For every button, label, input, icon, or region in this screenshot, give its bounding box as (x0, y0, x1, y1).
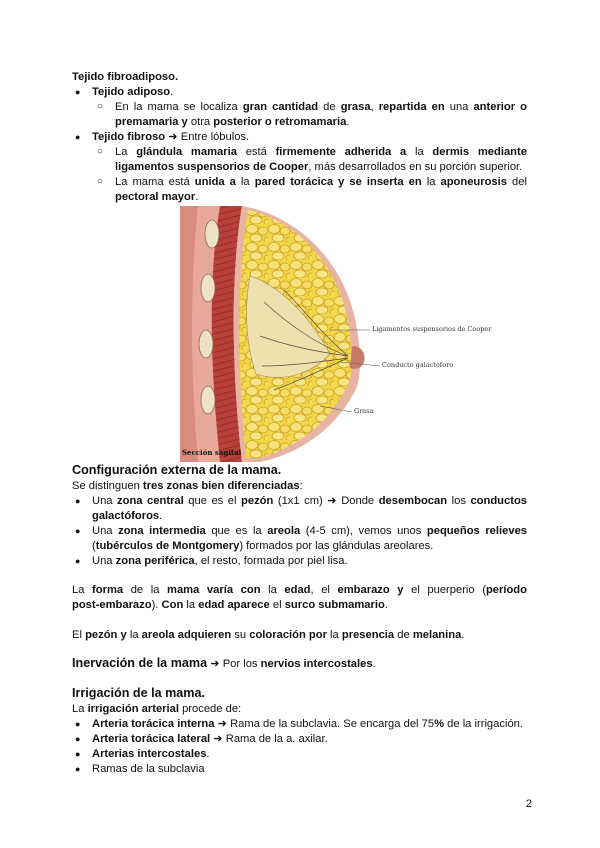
breast-sagittal-section-figure (180, 206, 500, 462)
bullet-icon: ● (75, 734, 81, 744)
figure-label-cooper: Ligamentos suspensorios de Cooper (372, 325, 492, 333)
text-pezon-areola: El pezón y la areola adquieren su coloración por la presencia de melanina. (72, 629, 465, 641)
sub-bullet-icon: ○ (97, 146, 104, 157)
item-tejido-fibroso: Tejido fibroso ➜ Entre lóbulos. (92, 131, 250, 143)
text-forma-line1: La forma de la mama varía con la edad, el embarazo y el puerperio (período (72, 584, 527, 596)
sub-bullet-icon: ○ (97, 101, 104, 112)
item-ramas-subclavia: Ramas de la subclavia (92, 763, 205, 775)
heading-irrigacion: Irrigación de la mama. (72, 686, 205, 700)
figure-label-conducto: Conducto galactóforo (382, 361, 454, 369)
bullet-icon: ● (75, 749, 81, 759)
item-arteria-toracica-interna: Arteria torácica interna ➜ Rama de la subclavia. Se encarga del 75% de la irrigación. (92, 718, 524, 730)
breast-anatomy-illustration (180, 206, 500, 462)
text-fibroso-b-line2: pectoral mayor. (115, 191, 199, 203)
item-arterias-intercostales: Arterias intercostales. (92, 748, 210, 760)
heading-tejido-fibroadiposo: Tejido fibroadiposo. (72, 71, 179, 83)
text-adiposo-line2: premamaria y otra posterior o retromamaria. (115, 116, 350, 128)
text-fibroso-a-line1: La glándula mamaria está firmemente adherida a la dermis mediante (115, 146, 527, 158)
heading-inervacion: Inervación de la mama ➜ Por los nervios intercostales. (72, 656, 376, 670)
text-zona-intermedia-line2: (tubérculos de Montgomery) formados por las glándulas areolares. (92, 540, 434, 552)
text-zona-intermedia-line1: Una zona intermedia que es la areola (4-5 cm), vemos unos pequeños relieves (92, 525, 528, 537)
heading-configuracion-externa: Configuración externa de la mama. (72, 463, 282, 477)
figure-label-grasa: Grasa (354, 407, 374, 415)
text-tres-zonas: Se distinguen tres zonas bien diferenciadas: (72, 480, 303, 492)
bullet-icon: ● (75, 526, 81, 536)
text-forma-line2: post-embarazo). Con la edad aparece el surco submamario. (72, 599, 388, 611)
item-arteria-toracica-lateral: Arteria torácica lateral ➜ Rama de la a. axilar. (92, 733, 328, 745)
bullet-icon: ● (75, 496, 81, 506)
bullet-icon: ● (75, 87, 81, 97)
figure-caption: Sección sagital (182, 448, 242, 457)
text-zona-periferica: Una zona periférica, el resto, formada por piel lisa. (92, 555, 348, 567)
text-zona-central-line1: Una zona central que es el pezón (1x1 cm) ➜ Donde desembocan los conductos (92, 495, 527, 507)
text-fibroso-a-line2: ligamentos suspensorios de Cooper, más desarrollados en su porción superior. (115, 161, 523, 173)
sub-bullet-icon: ○ (97, 176, 104, 187)
item-tejido-adiposo: Tejido adiposo. (92, 86, 174, 98)
text-zona-central-line2: galactóforos. (92, 510, 163, 522)
text-irrigacion-intro: La irrigación arterial procede de: (72, 703, 242, 715)
bullet-icon: ● (75, 132, 81, 142)
page-number: 2 (525, 798, 532, 810)
bullet-icon: ● (75, 719, 81, 729)
text-fibroso-b-line1: La mama está unida a la pared torácica y se inserta en la aponeurosis del (115, 176, 527, 188)
bullet-icon: ● (75, 556, 81, 566)
bullet-icon: ● (75, 764, 81, 774)
text-adiposo-line1: En la mama se localiza gran cantidad de grasa, repartida en una anterior o (115, 101, 527, 113)
